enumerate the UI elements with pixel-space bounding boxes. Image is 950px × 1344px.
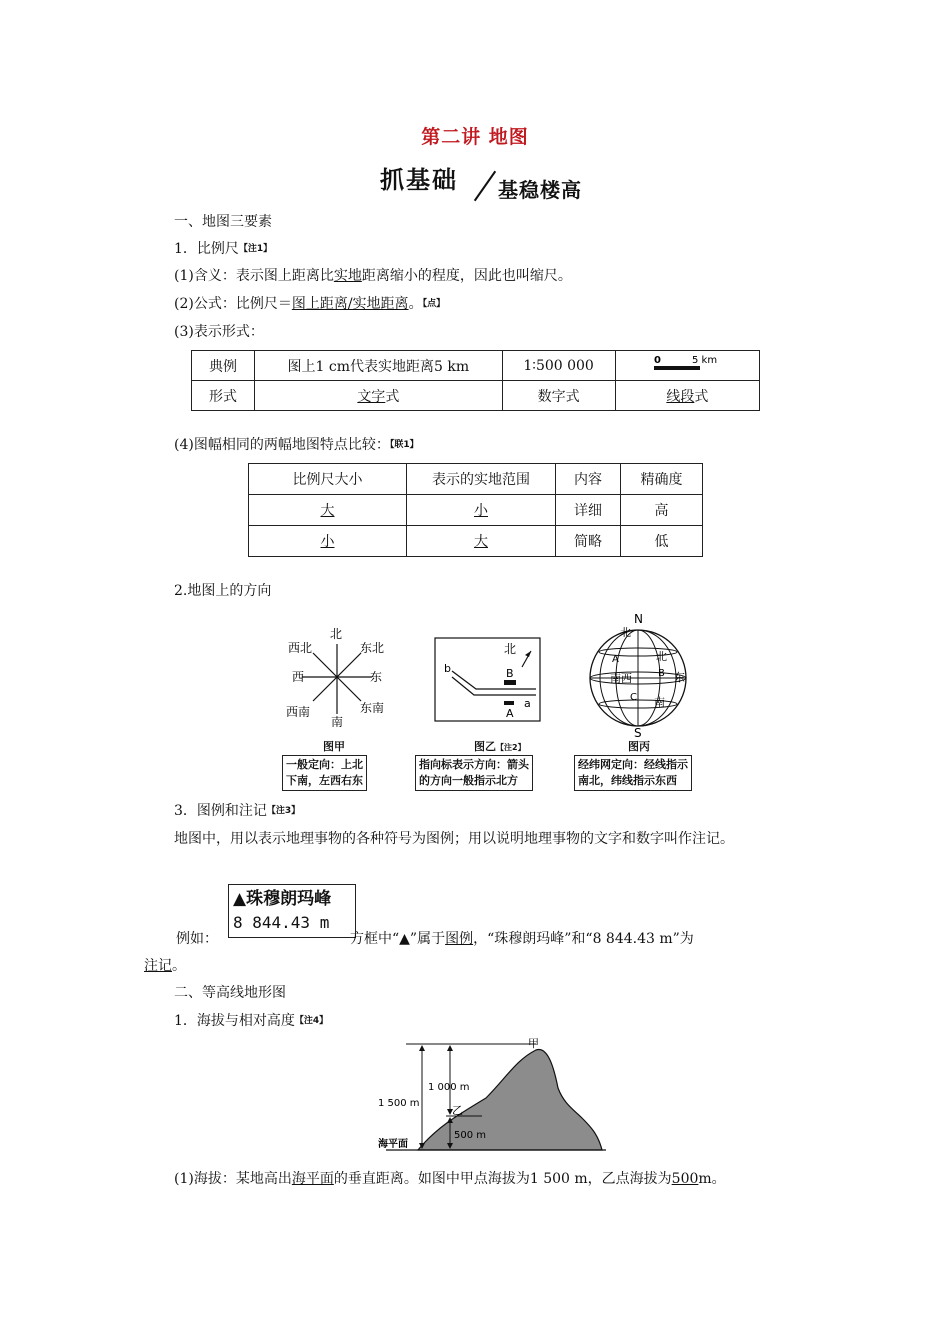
arrow-north-label: 北 — [504, 642, 517, 656]
example-text-cont: 注记。 — [144, 958, 186, 974]
banner-slash — [474, 171, 496, 202]
globe-point-A: A — [612, 654, 619, 665]
item-1-heading: 1．比例尺$^{【注1】}$ — [174, 241, 273, 257]
pole-N: N — [634, 612, 643, 626]
table-cell: 典例 — [192, 351, 255, 381]
table-cell: 高 — [621, 495, 703, 526]
banner-main: 抓基础 — [380, 166, 458, 194]
para-forms: (3)表示形式： — [174, 324, 264, 340]
dir-south: 南 — [331, 715, 344, 729]
para-formula: (2)公式：比例尺＝图上距离/实地距离。$^{【点】}$ — [174, 296, 446, 312]
north-arrow-diagram — [434, 637, 542, 723]
scale-bar — [652, 353, 752, 377]
point-jia: 甲 — [528, 1038, 539, 1050]
figure-jia-note-box: 一般定向：上北 下南，左西右东 — [282, 755, 367, 791]
road-end-b: b — [444, 662, 451, 675]
figure-bing-caption: 图丙 — [628, 740, 650, 753]
para-legend-notes: 地图中，用以表示地理事物的各种符号为图例；用以说明地理事物的文字和数字叫作注记。 — [174, 831, 734, 847]
altitude-diagram — [376, 1038, 616, 1156]
scale-bar-cell — [615, 351, 759, 381]
legend-example-box — [228, 884, 356, 938]
para-compare: (4)图幅相同的两幅地图特点比较：$^{【联1】}$ — [174, 437, 419, 453]
scale-forms-table — [191, 350, 760, 411]
table-cell: 形式 — [192, 381, 255, 411]
table-cell: 线段式 — [615, 381, 759, 411]
table-cell: 低 — [621, 526, 703, 557]
item-3-heading: 3．图例和注记$^{【注3】}$ — [174, 803, 301, 819]
table-cell: 小 — [407, 495, 556, 526]
example-prefix: 例如： — [176, 931, 218, 947]
dir-northwest: 西北 — [288, 641, 313, 655]
table-cell: 大 — [407, 526, 556, 557]
section-1-heading: 一、地图三要素 — [174, 214, 272, 230]
height-500: 500 m — [454, 1130, 487, 1141]
table-cell: 图上1 cm代表实地距离5 km — [255, 351, 502, 381]
table-header: 内容 — [556, 464, 621, 495]
compass-rose-diagram — [280, 620, 400, 732]
figure-yi-note-box: 指向标表示方向：箭头 的方向一般指示北方 — [415, 755, 533, 791]
item-2-heading: 2.地图上的方向 — [174, 583, 272, 599]
globe-east: 东 — [674, 671, 685, 684]
item-2-1-heading: 1．海拔与相对高度$^{【注4】}$ — [174, 1013, 329, 1029]
legend-example-name: ▲珠穆朗玛峰 — [233, 889, 332, 909]
road-end-a: a — [524, 697, 531, 710]
table-cell: 小 — [249, 526, 407, 557]
section-banner — [380, 160, 610, 204]
para-altitude: (1)海拔：某地高出海平面的垂直距离。如图中甲点海拔为1 500 m，乙点海拔为500m。 — [174, 1171, 726, 1187]
globe-south-west: 南西 — [610, 672, 632, 685]
scale-bar-five: 5 km — [691, 355, 717, 366]
section-2-heading: 二、等高线地形图 — [174, 985, 286, 1001]
point-A: A — [506, 707, 514, 720]
height-1000: 1 000 m — [428, 1082, 470, 1093]
table-cell: 大 — [249, 495, 407, 526]
globe-north-2: 北 — [656, 650, 667, 663]
point-yi: 乙 — [452, 1104, 463, 1117]
banner-sub: 基稳楼高 — [498, 178, 582, 202]
legend-example-value: 8 844.43 m — [233, 913, 330, 932]
figure-jia-caption: 图甲 — [323, 740, 345, 753]
page-title: 第二讲 地图 — [421, 126, 529, 148]
sea-level-label: 海平面 — [378, 1139, 408, 1150]
table-cell: 1∶500 000 — [502, 351, 615, 381]
dir-east: 东 — [370, 670, 383, 684]
compare-table — [248, 463, 703, 557]
scale-bar-zero: 0 — [653, 355, 661, 366]
graticule-globe-diagram — [582, 612, 694, 740]
height-1500: 1 500 m — [378, 1098, 420, 1109]
para-meaning: (1)含义：表示图上距离比实地距离缩小的程度，因此也叫缩尺。 — [174, 268, 572, 284]
table-cell: 数字式 — [502, 381, 615, 411]
dir-north: 北 — [330, 627, 343, 641]
table-header: 比例尺大小 — [249, 464, 407, 495]
dir-northeast: 东北 — [360, 641, 385, 655]
example-text: 方框中“▲”属于图例，“珠穆朗玛峰”和“8 844.43 m”为 — [350, 931, 694, 947]
table-header: 精确度 — [621, 464, 703, 495]
table-cell: 简略 — [556, 526, 621, 557]
globe-south: 南 — [654, 696, 665, 709]
table-cell: 文字式 — [255, 381, 502, 411]
pole-S: S — [634, 726, 642, 740]
point-B: B — [506, 667, 514, 680]
dir-southwest: 西南 — [286, 705, 311, 719]
table-cell: 详细 — [556, 495, 621, 526]
table-header: 表示的实地范围 — [407, 464, 556, 495]
figure-bing-note-box: 经纬网定向：经线指示 南北，纬线指示东西 — [574, 755, 692, 791]
dir-west: 西 — [292, 670, 305, 684]
globe-point-C: C — [630, 692, 637, 703]
globe-north-1: 北 — [620, 626, 631, 639]
figure-yi-caption: 图乙【注2】 — [474, 740, 526, 753]
dir-southeast: 东南 — [360, 701, 385, 715]
globe-point-B: B — [658, 668, 665, 679]
